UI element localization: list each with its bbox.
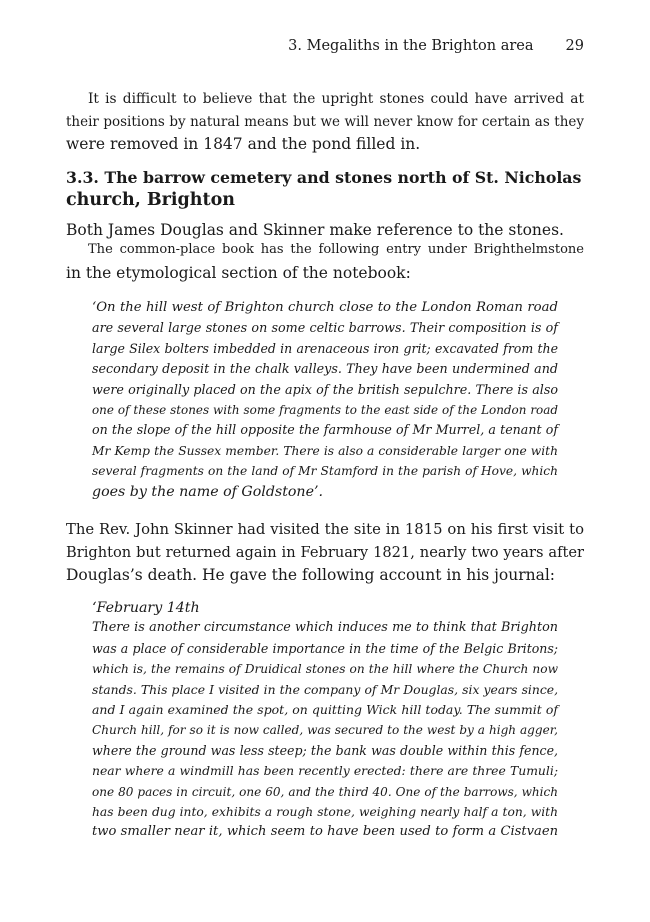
quote-line: on the slope of the hill opposite the farmhouse of Mr Murrel, a tenant of (92, 422, 558, 438)
running-head (66, 38, 584, 54)
quote-line: was a place of considerable importance in the time of the Belgic Britons; (92, 640, 558, 656)
quote-line: goes by the name of Goldstone’. (92, 483, 323, 500)
quote-line: two smaller near it, which seem to have been used to form a Cistvaen (92, 824, 558, 840)
quote-line: several fragments on the land of Mr Stamford in the parish of Hove, which (92, 464, 558, 479)
text-line: were removed in 1847 and the pond filled in. (66, 135, 421, 153)
quote-line: one 80 paces in circuit, one 60, and the third 40. One of the barrows, which (92, 784, 558, 799)
quote-line: stands. This place I visited in the company of Mr Douglas, six years since, (92, 682, 558, 697)
quote-line: large Silex bolters imbedded in arenaceous iron grit; excavated from the (92, 340, 558, 356)
quote-line: ‘February 14th (92, 600, 200, 616)
section-heading (66, 166, 584, 212)
quote-skinner (92, 598, 558, 843)
text-line: their positions by natural means but we will never know for certain as they (66, 113, 584, 130)
quote-line: ‘On the hill west of Brighton church close to the London Roman road (92, 300, 558, 315)
page-number: 29 (565, 38, 584, 54)
text-line: Brighton but returned again in February 1821, nearly two years after (66, 543, 584, 561)
quote-douglas (92, 298, 558, 502)
paragraph-commonplace (66, 239, 584, 284)
quote-line: one of these stones with some fragments to the east side of the London road (92, 403, 558, 418)
quote-line: There is another circumstance which induces me to think that Brighton (92, 620, 558, 636)
text-line: The Rev. John Skinner had visited the site in 1815 on his first visit to (66, 521, 584, 538)
quote-line: and I again examined the spot, on quitting Wick hill today. The summit of (92, 702, 558, 718)
text-line: in the etymological section of the notebook: (66, 263, 411, 282)
text-line: Douglas’s death. He gave the following account in his journal: (66, 566, 556, 584)
paragraph-skinner (66, 519, 584, 587)
running-head-title: 3. Megaliths in the Brighton area (288, 38, 534, 54)
quote-line: where the ground was less steep; the bank was double within this fence, (92, 742, 558, 758)
quote-line: has been dug into, exhibits a rough stone, weighing nearly half a ton, with (92, 805, 558, 820)
quote-line: near where a windmill has been recently erected: there are three Tumuli; (92, 764, 558, 779)
quote-line: Mr Kemp the Sussex member. There is also a considerable larger one with (92, 443, 558, 458)
quote-line: secondary deposit in the chalk valleys. They have been undermined and (92, 361, 558, 377)
quote-line: were originally placed on the apix of the british sepulchre. There is also (92, 381, 558, 397)
text-line: It is difficult to believe that the upright stones could have arrived at (88, 91, 584, 107)
quote-line: which is, the remains of Druidical stones on the hill where the Church now (92, 662, 558, 677)
quote-line: are several large stones on some celtic barrows. Their composition is of (92, 320, 558, 336)
paragraph-intro (66, 88, 584, 156)
text-line: Both James Douglas and Skinner make reference to the stones. (66, 221, 564, 239)
heading-line: church, Brighton (66, 190, 235, 210)
heading-line: 3.3. The barrow cemetery and stones north of St. Nicholas (66, 168, 582, 187)
text-line: The common-place book has the following entry under Brighthelmstone (88, 242, 584, 257)
quote-line: Church hill, for so it is now called, was secured to the west by a high agger, (92, 723, 558, 738)
